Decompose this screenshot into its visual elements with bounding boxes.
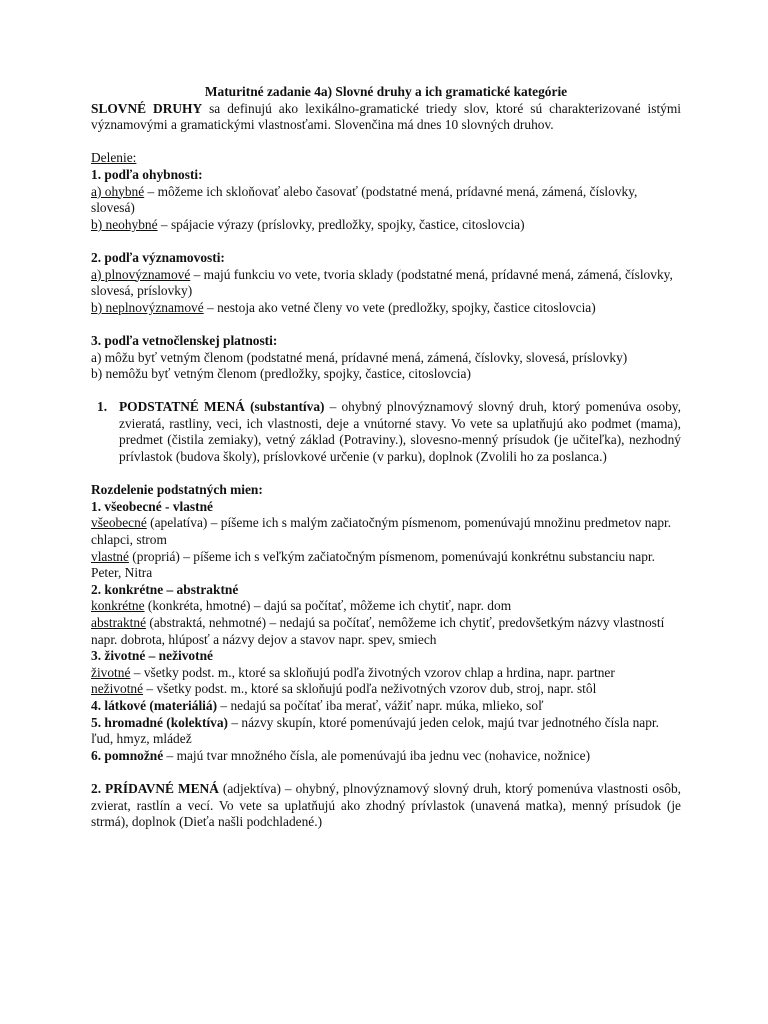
podstatne-mena-term: PODSTATNÉ MENÁ (substantíva) [119, 399, 325, 415]
g3-a [91, 665, 681, 682]
ohybne-text: – môžeme ich skloňovať alebo časovať (podstatné mená, prídavné mená, zámená, číslovky, slovesá) [91, 183, 638, 216]
pomnozne-term: 6. pomnožné [91, 747, 164, 763]
zivotne-term: životné [91, 664, 131, 680]
neplnovyznamove-text: – nestoja ako vetné členy vo vete (predložky, spojky, častice citoslovcia) [203, 299, 596, 315]
nezivotne-text: – všetky podst. m., ktoré sa skloňujú podľa neživotných vzorov dub, stroj, napr. stôl [143, 681, 597, 697]
ohybnost-a [91, 184, 681, 217]
neplnovyznamove-term: b) neplnovýznamové [91, 299, 204, 315]
neohybne-text: – spájacie výrazy (príslovky, predložky, spojky, častice, citoslovcia) [157, 216, 525, 232]
latkove-text: – nedajú sa počítať iba merať, vážiť napr. múka, mlieko, soľ [217, 697, 544, 713]
pridavne-mena-paragraph [91, 781, 681, 831]
konkretne-term: konkrétne [91, 598, 145, 614]
hromadne-term: 5. hromadné (kolektíva) [91, 714, 229, 730]
ohybnost-heading: 1. podľa ohybnosti: [91, 166, 203, 182]
vseobecne-term: všeobecné [91, 515, 147, 531]
ohybnost-b [91, 217, 681, 234]
g2-b [91, 615, 681, 648]
vlastne-text: (propriá) – píšeme ich s veľkým začiatočným písmenom, pomenúvajú konkrétnu substanciu napr. Peter, Nitra [91, 548, 655, 581]
g2-a [91, 598, 681, 615]
plnovyznamove-text: – majú funkciu vo vete, tvoria sklady (podstatné mená, prídavné mená, zámená, číslovky, slovesá, príslovky) [91, 266, 673, 299]
rozdelenie-heading: Rozdelenie podstatných mien: [91, 482, 263, 498]
neohybne-term: b) neohybné [91, 216, 158, 232]
g1-heading: 1. všeobecné - vlastné [91, 498, 213, 514]
g4-line [91, 698, 681, 715]
g5-line [91, 715, 681, 748]
intro-term: SLOVNÉ DRUHY [91, 100, 203, 116]
vetnoclenska-heading: 3. podľa vetnočlenskej platnosti: [91, 332, 278, 348]
abstraktne-term: abstraktné [91, 615, 147, 630]
vyznamovost-heading: 2. podľa významovosti: [91, 249, 225, 265]
plnovyznamove-term: a) plnovýznamové [91, 266, 191, 282]
intro-paragraph [91, 101, 681, 134]
pridavne-mena-text: (adjektíva) – ohybný, plnovýznamový slovný druh, ktorý pomenúva vlastnosti osôb, zvierat, rastlín a vecí. Vo vete sa uplatňujú ako zhodný prívlastok (unavená matka), menný prísudok (je strmá), doplnok (Dieťa našli podchladené.) [91, 780, 681, 830]
document-body [91, 84, 681, 831]
latkove-term: 4. látkové (materiáliá) [91, 697, 218, 713]
konkretne-text: (konkréta, hmotné) – dajú sa počítať, môžeme ich chytiť, napr. dom [144, 598, 512, 614]
vetnoclenska-a: a) môžu byť vetným členom (podstatné mená, prídavné mená, zámená, číslovky, slovesá, príslovky) [91, 349, 628, 365]
vlastne-term: vlastné [91, 548, 129, 564]
g3-heading: 3. životné – neživotné [91, 648, 213, 664]
vseobecne-text: (apelatíva) – píšeme ich s malým začiatočným písmenom, pomenúvajú množinu predmetov napr. chlapci, strom [91, 515, 672, 548]
intro-text: sa definujú ako lexikálno-gramatické triedy slov, ktoré sú charakterizované istými významovými a gramatickými vlastnosťami. Slovenčina má dnes 10 slovných druhov. [91, 100, 681, 133]
podstatne-mena-item [91, 399, 681, 465]
hromadne-text: – názvy skupín, ktoré pomenúvajú jeden celok, majú tvar jednotného čísla napr. ľud, hmyz, mládež [91, 714, 659, 747]
g2-heading: 2. konkrétne – abstraktné [91, 581, 239, 597]
nezivotne-term: neživotné [91, 681, 144, 697]
podstatne-mena-number: 1. [97, 399, 108, 415]
abstraktne-text: (abstraktá, nehmotné) – nedajú sa počítať, nemôžeme ich chytiť, predovšetkým názvy vlastností napr. dobrota, hlúposť a názvy dejov a stavov napr. spev, smiech [91, 615, 665, 647]
vetnoclenska-b: b) nemôžu byť vetným členom (predložky, spojky, častice, citoslovcia) [91, 366, 471, 382]
g1-a [91, 515, 681, 548]
pomnozne-text: – majú tvar množného čísla, ale pomenúvajú iba jednu vec (nohavice, nožnice) [163, 747, 591, 763]
ohybne-term: a) ohybné [91, 183, 145, 199]
page-title: Maturitné zadanie 4a) Slovné druhy a ich gramatické kategórie [204, 84, 568, 99]
g1-b [91, 549, 681, 582]
vyznamovost-b [91, 300, 681, 317]
pridavne-mena-term: 2. PRÍDAVNÉ MENÁ [91, 780, 219, 796]
g3-b [91, 681, 681, 698]
g6-line [91, 748, 681, 765]
zivotne-text: – všetky podst. m., ktoré sa skloňujú podľa životných vzorov chlap a hrdina, napr. partner [130, 664, 615, 680]
podstatne-mena-text: – ohybný plnovýznamový slovný druh, ktorý pomenúva osoby, zvieratá, rastliny, veci, ich vlastnosti, deje a vnútorné stavy. Vo vete sa uplatňujú ako podmet (mama), predmet (čistila zemiaky), vetný základ (Potraviny.), slovesno-menný prísudok (je učiteľka), nezhodný prívlastok (budova školy), príslovkové určenie (v parku), doplnok (Zvolili ho za poslanca.) [119, 399, 681, 465]
delenie-heading: Delenie: [91, 150, 137, 166]
vyznamovost-a [91, 267, 681, 300]
